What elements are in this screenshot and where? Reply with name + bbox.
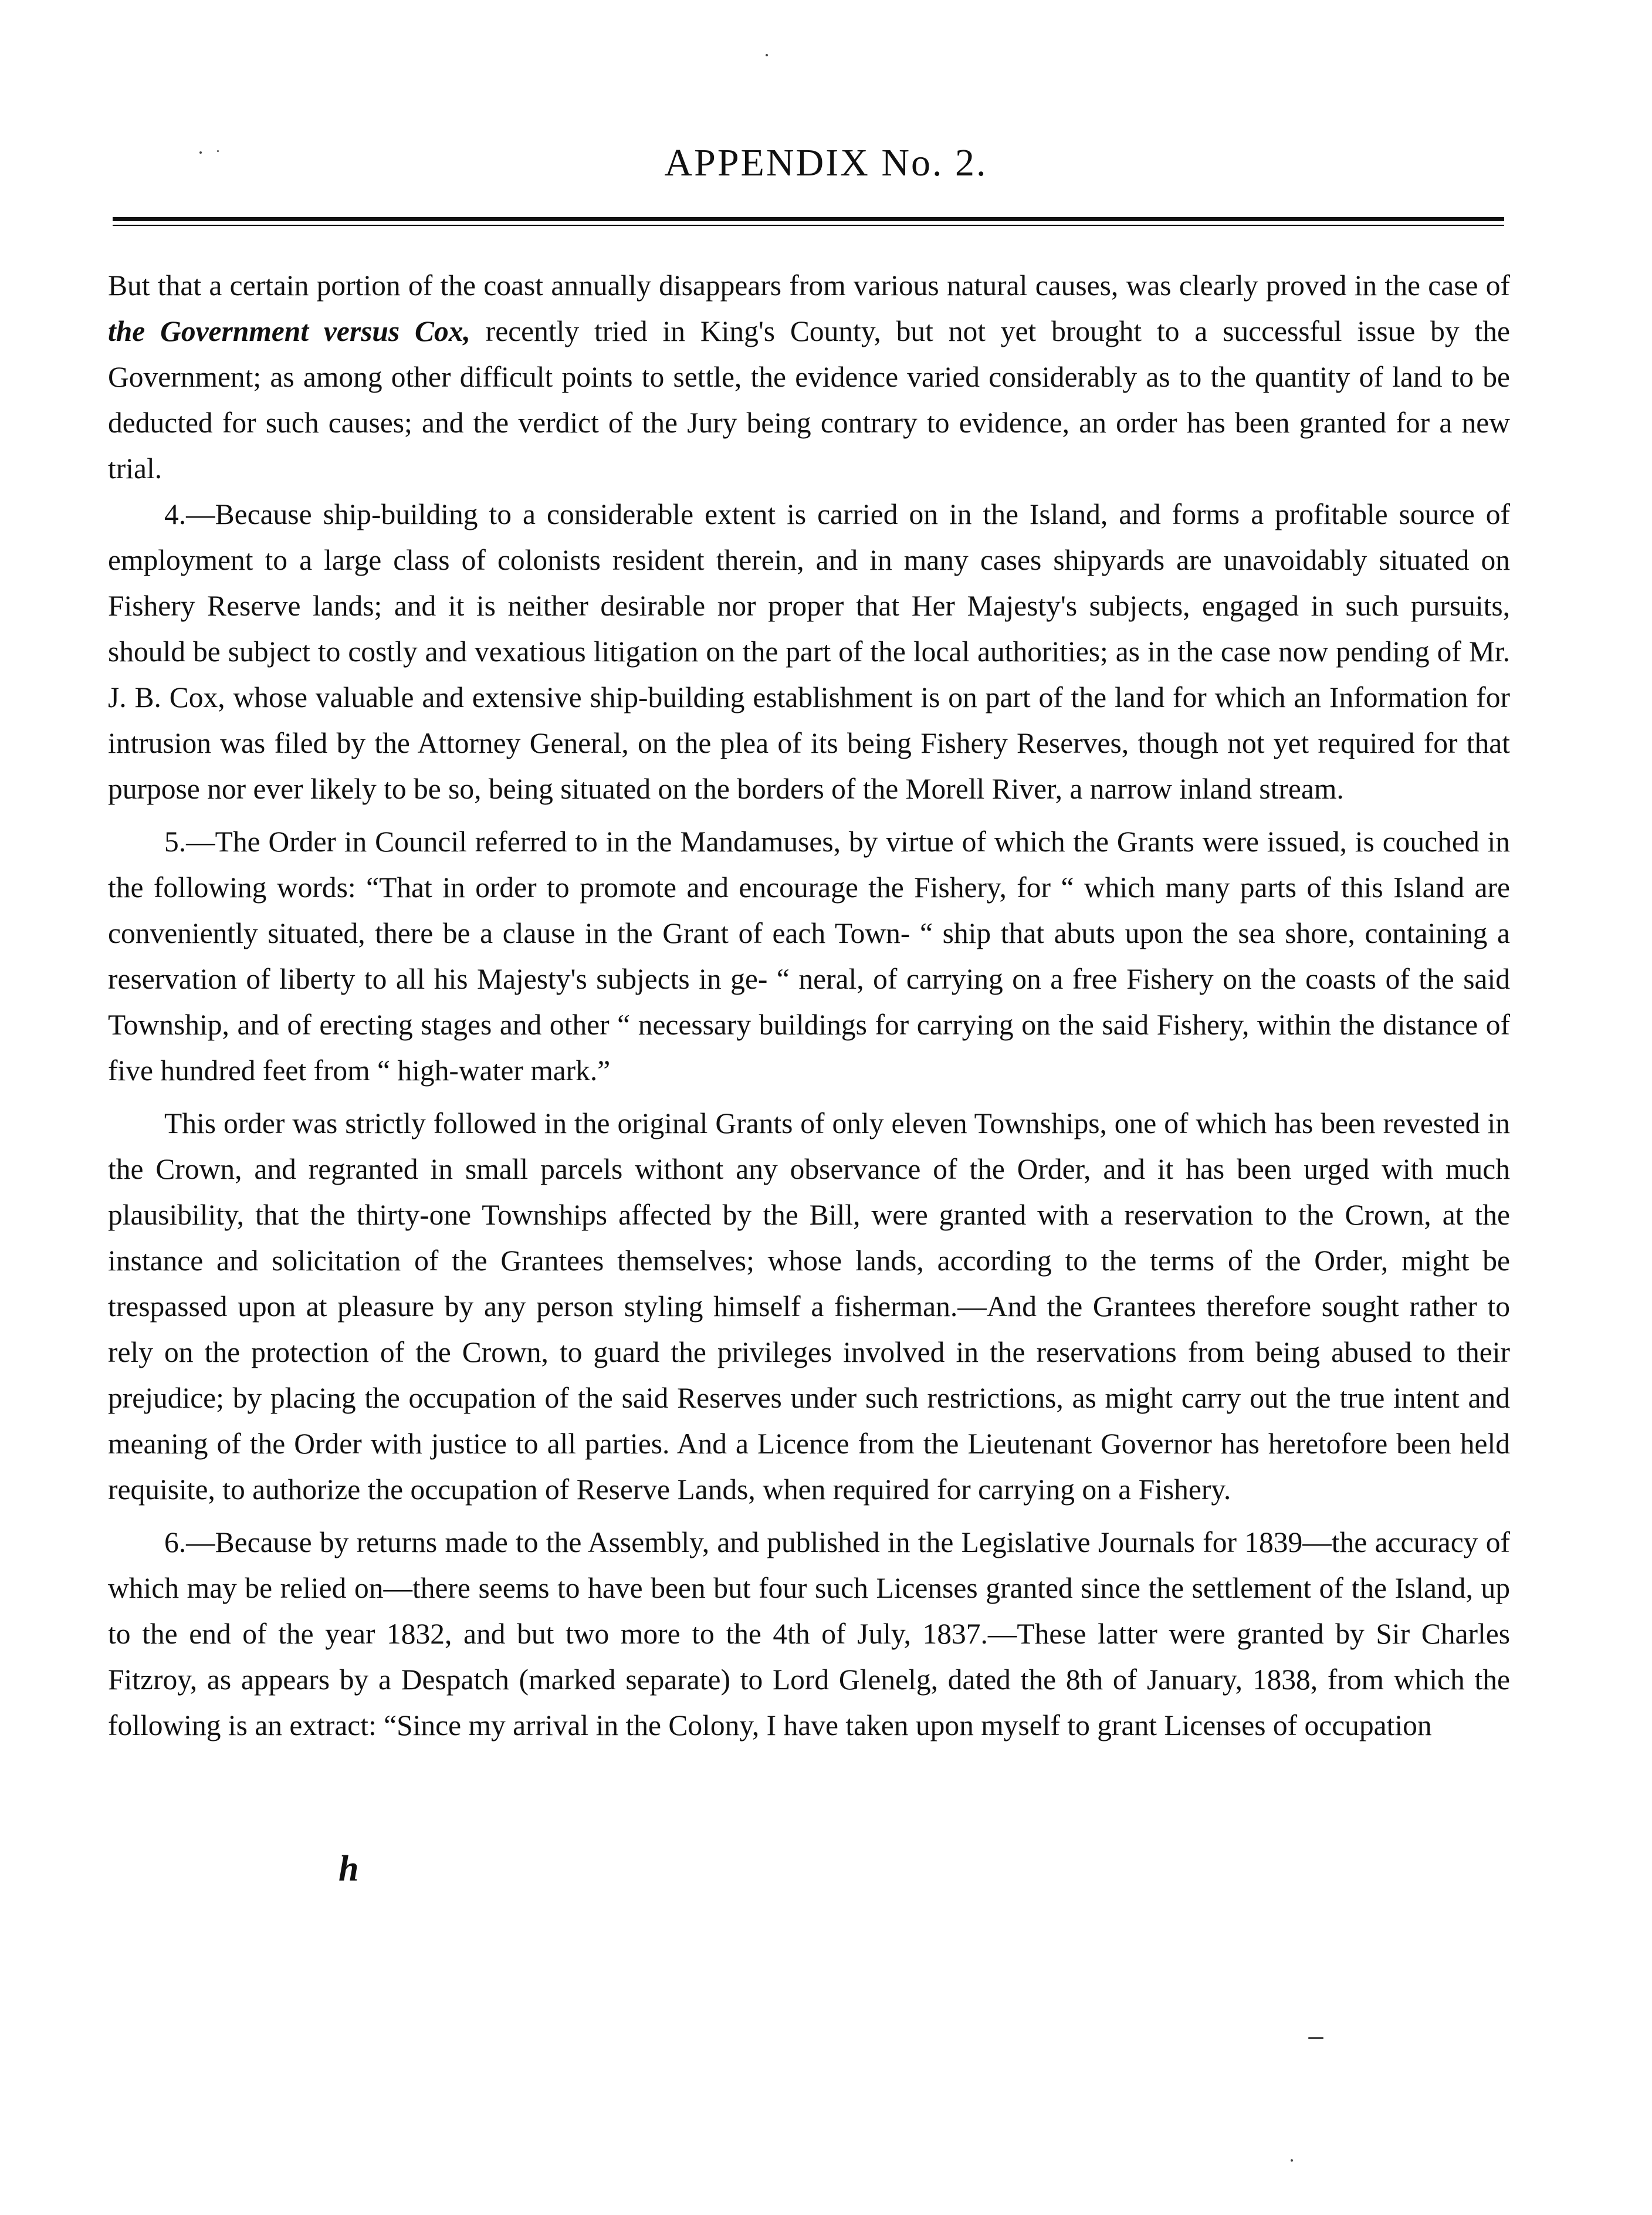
signature-mark: h (338, 1849, 359, 1889)
paragraph-2: 4.—Because ship-building to a considerable extent is carried on in the Island, and forms a profitable source of employment to a large class of colonists resident therein, and in many cases shipyards are unavoidably situated on Fishery Reserve lands; and it is neither desirable nor proper that Her Majesty's subjects, engaged in such pursuits, should be subject to costly and vexatious litigation on the part of the local authorities; as in the case now pending of Mr. J. B. Cox, whose valuable and extensive ship-building establishment is on part of the land for which an Information for intrusion was filed by the Attorney General, on the plea of its being Fishery Reserves, though not yet required for that purpose nor ever likely to be so, being situated on the borders of the Morell River, a narrow inland stream. (108, 498, 1510, 805)
paragraph-1 (108, 263, 1510, 492)
header-rule-thin (113, 225, 1504, 226)
paragraph-3: 5.—The Order in Council referred to in the Mandamuses, by virtue of which the Grants were issued, is couched in the following words: “That in order to promote and encourage the Fishery, for “ which many parts of this Island are conveniently situated, there be a clause in the Grant of each Town- “ ship that abuts upon the sea shore, containing a reservation of liberty to all his Majesty's subjects in ge- “ neral, of carrying on a free Fishery on the coasts of the said Township, and of erecting stages and other “ necessary buildings for carrying on the said Fishery, within the distance of five hundred feet from “ high-water mark.” (108, 826, 1510, 1087)
scan-speck (1308, 2037, 1323, 2039)
header-rule-thick (113, 217, 1504, 221)
paragraph-4: This order was strictly followed in the original Grants of only eleven Townships, one of which has been revested in the Crown, and regranted in small parcels withont any observance of the Order, and it has been urged with much plausibility, that the thirty-one Townships affected by the Bill, were granted with a reservation to the Crown, at the instance and solicitation of the Grantees themselves; whose lands, according to the terms of the Order, might be trespassed upon at pleasure by any person styling himself a fisherman.—And the Grantees therefore sought rather to rely on the protection of the Crown, to guard the privileges involved in the reservations from being abused to their prejudice; by placing the occupation of the said Reserves under such restrictions, as might carry out the true intent and meaning of the Order with justice to all parties. And a Licence from the Lieutenant Governor has heretofore been held requisite, to authorize the occupation of Reserve Lands, when required for carrying on a Fishery. (108, 1107, 1510, 1506)
scan-speck (199, 151, 202, 154)
paragraph-5: 6.—Because by returns made to the Assembly, and published in the Legislative Journals for 1839—the accuracy of which may be relied on—there seems to have been but four such Licenses granted since the settlement of the Island, up to the end of the year 1832, and but two more to the 4th of July, 1837.—These latter were granted by Sir Charles Fitzroy, as appears by a Despatch (marked separate) to Lord Glenelg, dated the 8th of January, 1838, from which the following is an extract: “Since my arrival in the Colony, I have taken upon myself to grant Licenses of occupation (108, 1526, 1510, 1741)
page-title: APPENDIX No. 2. (664, 141, 988, 184)
scan-speck (217, 150, 219, 152)
scan-speck (766, 54, 768, 56)
paragraph-1-text-a: But that a certain portion of the coast annually disappears from various natural causes, was clearly proved in the case of (108, 269, 1510, 302)
paragraph-1-text-b: recently tried in King's County, but not yet brought to a successful issue by the Government; as among other difficult points to settle, the evidence varied considerably as to the quantity of land to be deducted for such causes; and the verdict of the Jury being contrary to evidence, an order has been granted for a new trial. (108, 315, 1510, 485)
scan-speck (1291, 2159, 1293, 2162)
body-text (108, 263, 1510, 1749)
case-name: the Government versus Cox, (108, 315, 470, 347)
